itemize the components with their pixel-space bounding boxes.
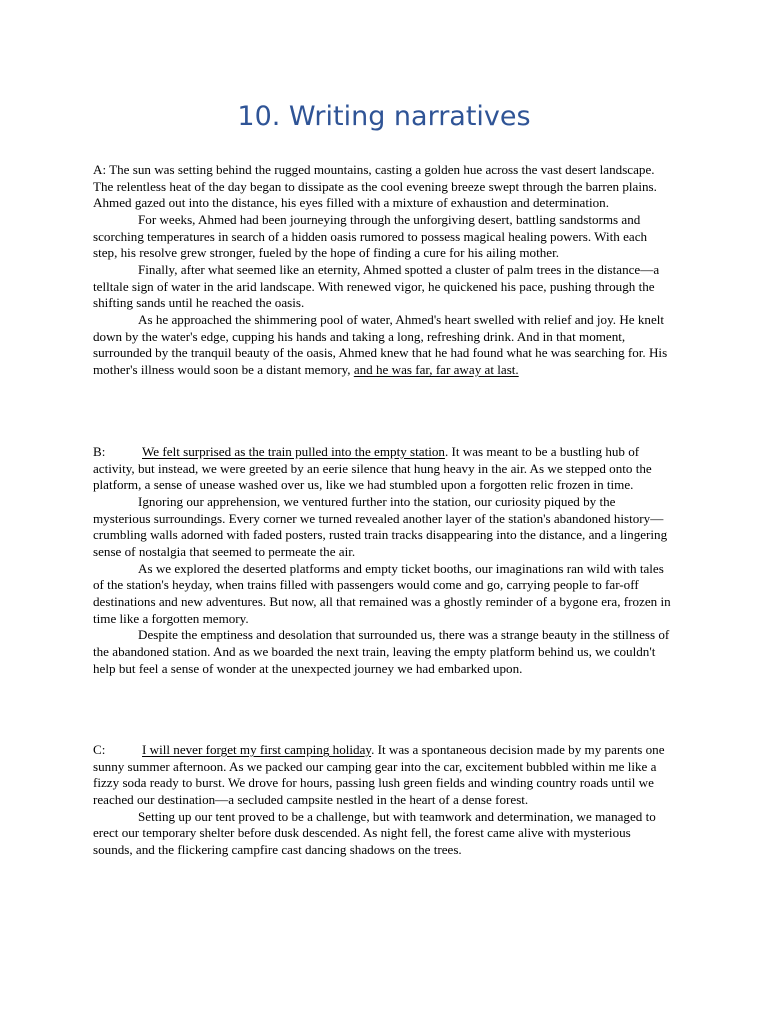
story-b-paragraph-2: Ignoring our apprehension, we ventured further into the station, our curiosity piqued by the mysterious surroundings. Every corner we turned revealed another layer of the station's abandoned history—crumbling walls adorned with faded posters, rusted train tracks disappearing into the distance, and a lingering sense of nostalgia that seemed to permeate the air. bbox=[93, 493, 668, 559]
story-c-paragraph-2: Setting up our tent proved to be a challenge, but with teamwork and determination, we managed to erect our temporary shelter before dusk descended. As night fell, the forest came alive with mysterious sounds, and the flickering campfire cast dancing shadows on the trees. bbox=[93, 808, 656, 857]
story-a-underlined-ending: and he was far, far away at last. bbox=[353, 361, 519, 377]
story-b-paragraph-1 bbox=[93, 444, 673, 494]
story-c-label: C: bbox=[93, 742, 106, 757]
story-b-paragraph-4: Despite the emptiness and desolation that surrounded us, there was a strange beauty in the stillness of the abandoned station. And as we boarded the next train, leaving the empty platform behind us, we couldn't help but feel a sense of wonder at the unexpected journey we had embarked upon. bbox=[93, 627, 670, 676]
page-title: 10. Writing narratives bbox=[237, 101, 531, 132]
story-b bbox=[93, 444, 673, 677]
story-b-underlined-opening: We felt surprised as the train pulled into the empty station bbox=[142, 444, 445, 459]
story-b-label: B: bbox=[93, 444, 106, 459]
story-a-paragraph-3: Finally, after what seemed like an eternity, Ahmed spotted a cluster of palm trees in the distance—a telltale sign of water in the arid landscape. With renewed vigor, he quickened his pace, pushing through the shifting sands until he reached the oasis. bbox=[93, 261, 660, 311]
story-a-paragraph-1 bbox=[93, 162, 673, 212]
story-a-label: A: bbox=[93, 162, 107, 177]
story-c bbox=[93, 742, 673, 859]
story-b-paragraph-1-text: . It was meant to be a bustling hub of activity, but instead, we were greeted by an eerie silence that hung heavy in the air. As we stepped onto the platform, a sense of unease washed over us, like we had stumbled upon a forgotten relic frozen in time. bbox=[93, 444, 652, 493]
story-a-paragraph-4 bbox=[93, 312, 673, 379]
story-c-underlined-opening: I will never forget my first camping holiday bbox=[142, 742, 372, 757]
story-c-paragraph-1-text: . It was a spontaneous decision made by my parents one sunny summer afternoon. As we packed our camping gear into the car, excitement bubbled within me like a fizzy soda ready to burst. We drove for hours, passing lush green fields and winding country roads until we reached our destination—a secluded campsite nestled in the heart of a dense forest. bbox=[93, 742, 665, 807]
story-b-paragraph-3: As we explored the deserted platforms and empty ticket booths, our imaginations ran wild with tales of the station's heyday, when trains filled with passengers would come and go, carrying people to far-off destinations and new adventures. But now, all that remained was a ghostly reminder of a bygone era, frozen in time like a forgotten memory. bbox=[93, 560, 671, 626]
story-a-paragraph-2: For weeks, Ahmed had been journeying through the unforgiving desert, battling sandstorms and scorching temperatures in search of a hidden oasis rumored to possess magical healing powers. With each step, his resolve grew stronger, fueled by the hope of finding a cure for his ailing mother. bbox=[93, 211, 648, 261]
story-a-paragraph-1-text: The sun was setting behind the rugged mountains, casting a golden hue across the vast desert landscape. The relentless heat of the day began to dissipate as the cool evening breeze swept through the barren plains. Ahmed gazed out into the distance, his eyes filled with a mixture of exhaustion and determination. bbox=[93, 162, 657, 211]
story-a bbox=[93, 162, 673, 379]
story-a-paragraph-4-text: As he approached the shimmering pool of water, Ahmed's heart swelled with relief and joy. He knelt down by the water's edge, cupping his hands and taking a long, refreshing drink. And in that moment, surrounded by the tranquil beauty of the oasis, Ahmed knew that he had found what he was searching for. His mother's illness would soon be a distant memory, bbox=[93, 311, 668, 377]
story-c-paragraph-1 bbox=[93, 742, 673, 809]
